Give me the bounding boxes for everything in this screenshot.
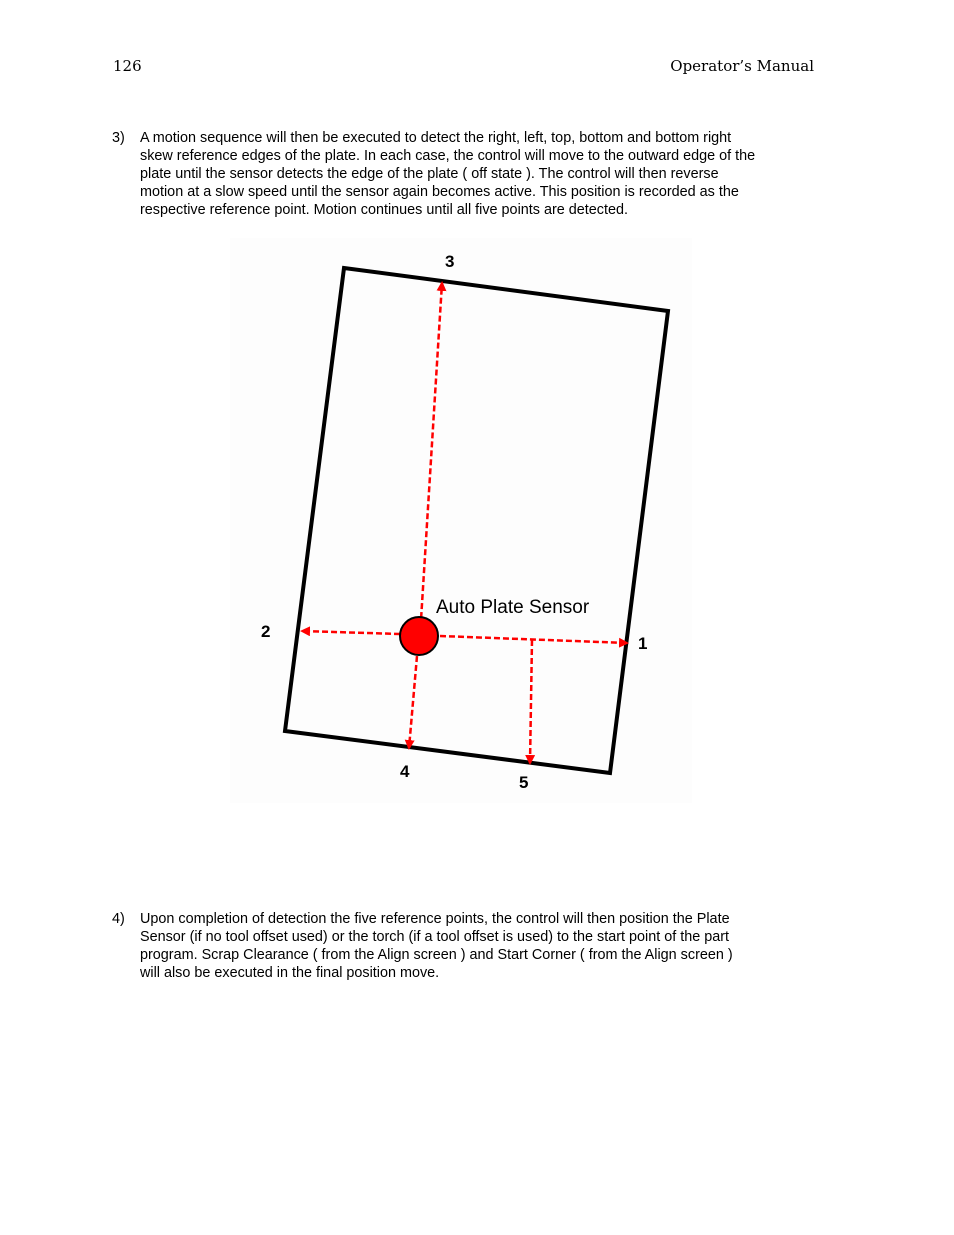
auto-plate-sensor-icon bbox=[400, 617, 438, 655]
step-text: A motion sequence will then be executed to detect the right, left, top, bottom and bottom right skew reference edges of the plate. In each case, the control will move to the outward edge of the plate until the sensor detects the edge of the plate ( off state ). The control will then reverse motion at a slow speed until the sensor again becomes active. This position is recorded as the respective reference point. Motion continues until all five points are detected. bbox=[140, 130, 756, 218]
step-4 bbox=[112, 910, 817, 982]
sensor-label: Auto Plate Sensor bbox=[436, 597, 590, 618]
step-3 bbox=[112, 129, 817, 219]
step-number: 3) bbox=[112, 130, 125, 146]
step-number: 4) bbox=[112, 911, 125, 927]
point-label-3: 3 bbox=[445, 252, 455, 271]
diagram-background bbox=[230, 238, 692, 803]
point-label-5: 5 bbox=[519, 773, 529, 792]
plate-detection-diagram bbox=[230, 238, 692, 803]
page-number: 126 bbox=[113, 57, 142, 75]
step-text: Upon completion of detection the five reference points, the control will then position the Plate Sensor (if no tool offset used) or the torch (if a tool offset is used) to the start point of the part program. Scrap Clearance ( from the Align screen ) and Start Corner ( from the Align screen ) will also be executed in the final position move. bbox=[140, 911, 733, 981]
running-header-title: Operator’s Manual bbox=[670, 57, 814, 75]
point-label-2: 2 bbox=[261, 622, 271, 641]
point-label-4: 4 bbox=[400, 762, 410, 781]
point-label-1: 1 bbox=[638, 634, 648, 653]
